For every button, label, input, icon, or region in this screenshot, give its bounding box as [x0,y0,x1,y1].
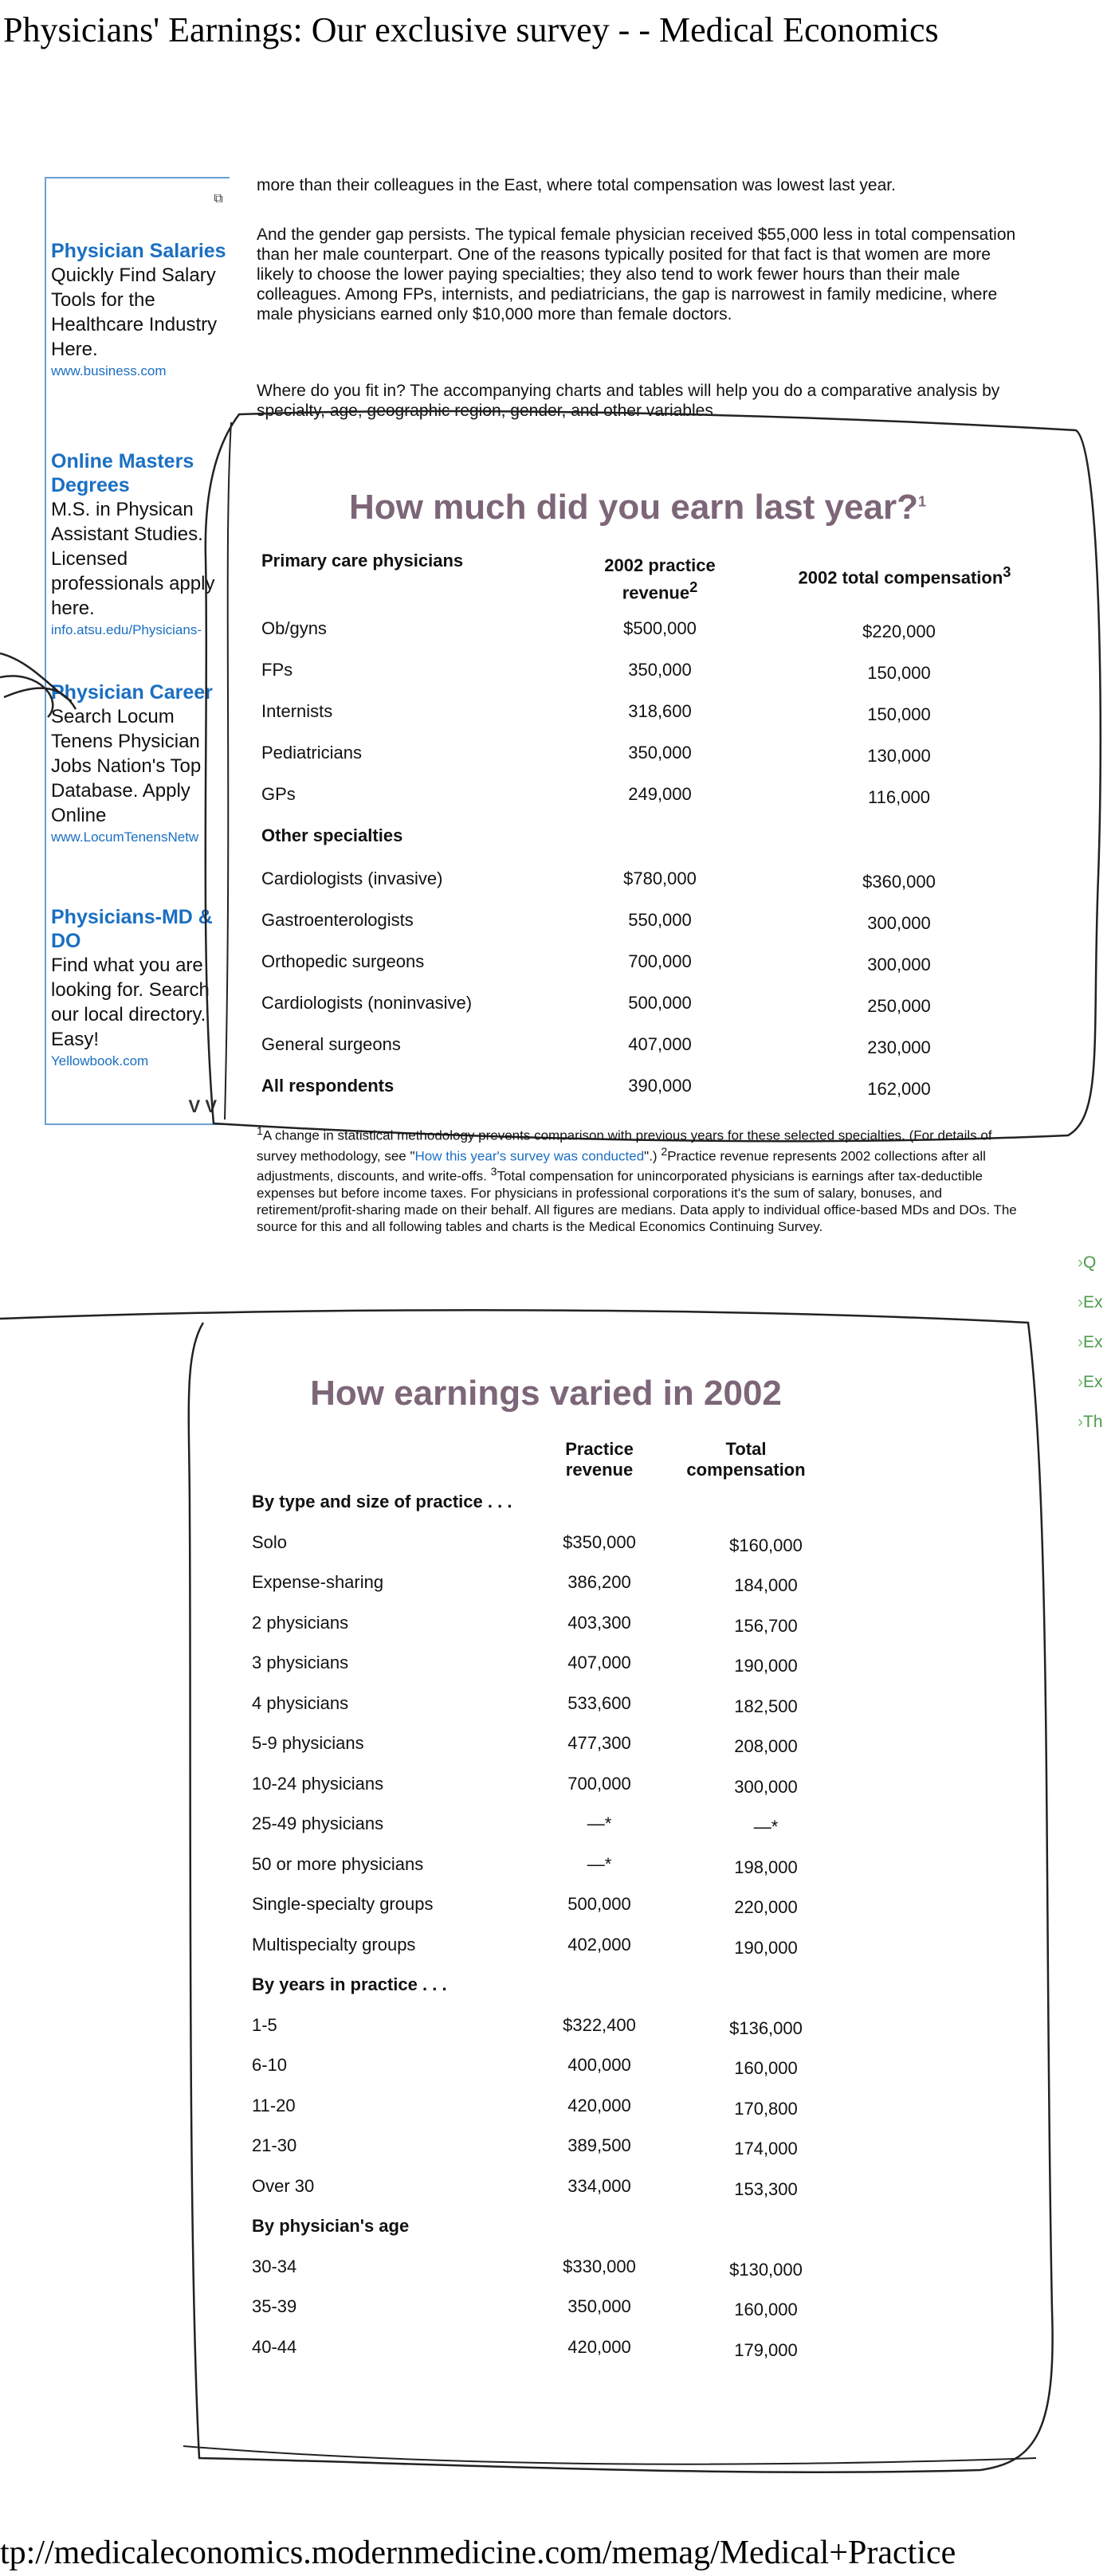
table-row [261,910,1019,942]
ad-physicians-md-do[interactable] [51,905,233,1071]
row-revenue: $500,000 [623,618,697,638]
row-label: Ob/gyns [261,618,327,638]
row-revenue: 350,000 [628,660,692,680]
table2-col-compensation: Total compensation [686,1439,806,1480]
row-label: 10-24 physicians [252,1773,384,1794]
row-revenue: 407,000 [567,1653,631,1672]
row-revenue: 400,000 [567,2055,631,2075]
row-compensation: 150,000 [867,663,931,683]
row-label: Expense-sharing [252,1572,384,1592]
footnote-ref: 2 [661,1145,668,1159]
table-row [252,1693,842,1725]
footnote-ref: 3 [490,1166,497,1179]
row-revenue: 420,000 [567,2095,631,2115]
ad-physician-career[interactable] [51,680,233,847]
table2-section-label: By years in practice . . . [252,1974,447,1994]
survey-methodology-link[interactable]: How this year's survey was conducted [414,1148,645,1164]
row-label: 30-34 [252,2256,297,2276]
row-compensation: 300,000 [867,955,931,974]
table-row [252,2096,842,2127]
row-label: Cardiologists (noninvasive) [261,993,473,1013]
row-label: 21-30 [252,2135,297,2155]
article-paragraph: Where do you fit in? The accompanying charts and tables will help you do a comparative analysis by specialty, age, geographic region, gender, and other variables. [257,382,1000,420]
footnote-text: ".) [644,1148,662,1164]
table-row [252,2135,842,2167]
row-label: Over 30 [252,2175,315,2196]
table-row [261,743,1019,774]
row-label: 2 physicians [252,1612,349,1633]
row-label: Multispecialty groups [252,1934,416,1955]
table-row [252,1813,842,1845]
related-link-label[interactable]: Th [1083,1413,1103,1431]
table-row [252,2176,842,2208]
table1-col-revenue [596,555,724,603]
row-compensation: —* [753,1817,779,1837]
row-compensation: 116,000 [868,787,930,807]
ad-title[interactable]: Physicians-MD & DO [51,906,213,952]
row-label: 35-39 [252,2296,297,2316]
row-label: Cardiologists (invasive) [261,868,443,888]
related-link[interactable] [1078,1362,1115,1402]
table-row-all-respondents [261,1076,1019,1108]
table2-title: How earnings varied in 2002 [310,1374,782,1413]
footnote-text: A change in statistical methodology prevents comparison with previous years for these selected specialties. (For details of survey methodology, see " [257,1127,992,1164]
chevron-right-icon: › [1078,1373,1083,1391]
row-compensation: 198,000 [734,1857,798,1877]
row-revenue: 700,000 [628,951,692,971]
table-row [252,2015,842,2047]
row-label: Solo [252,1531,288,1552]
row-revenue: 402,000 [567,1934,631,1955]
row-compensation: 156,700 [734,1615,798,1636]
col-label: 2002 practice revenue [604,555,716,603]
table-row [252,1935,842,1966]
row-label: 50 or more physicians [252,1853,424,1874]
table-row [261,701,1019,733]
row-revenue: 386,200 [567,1572,631,1592]
row-compensation: 190,000 [734,1656,798,1676]
row-revenue: 420,000 [567,2336,631,2357]
row-compensation: 150,000 [867,704,931,724]
row-revenue: 407,000 [628,1034,692,1054]
footnote-text: Practice revenue represents 2002 collections after all adjustments, discounts, and write-offs. [257,1148,986,1184]
sponsored-links-box [45,177,230,1125]
row-compensation: 160,000 [734,2300,798,2319]
table-row [261,784,1019,816]
row-compensation: 300,000 [867,913,931,933]
table-row [252,1653,842,1684]
related-link-label[interactable]: Ex [1083,1293,1103,1312]
row-revenue: 477,300 [567,1733,631,1753]
ad-description: Quickly Find Salary Tools for the Healthcare Industry Here. [51,265,218,360]
table1-section-other: Other specialties [261,825,403,845]
row-revenue: $780,000 [623,868,697,888]
related-links [1078,1243,1115,1442]
chevron-right-icon: › [1078,1333,1083,1351]
related-link[interactable] [1078,1323,1115,1362]
table-row [252,2337,842,2369]
chevron-right-icon: › [1078,1293,1083,1312]
row-revenue: —* [587,1853,612,1874]
external-window-icon[interactable]: ⧉ [214,192,223,206]
table-row [252,2296,842,2328]
row-compensation: 174,000 [734,2139,798,2158]
row-label: General surgeons [261,1034,401,1054]
ad-online-masters[interactable] [51,449,233,640]
row-revenue: 500,000 [567,1894,631,1914]
row-compensation: $136,000 [729,2017,803,2038]
row-label: Internists [261,701,333,721]
row-revenue: 249,000 [628,784,692,804]
row-compensation: 179,000 [734,2339,798,2360]
page-url-footer: tp://medicaleconomics.modernmedicine.com/memag/Medical+Practice [0,2535,956,2571]
row-revenue: 389,500 [567,2135,631,2155]
row-label: 5-9 physicians [252,1733,364,1753]
table-row [252,1894,842,1926]
row-label: Single-specialty groups [252,1894,434,1914]
row-revenue: 390,000 [628,1076,692,1096]
table-row [261,660,1019,692]
row-label: 1-5 [252,2014,277,2035]
row-revenue: 403,300 [567,1612,631,1633]
table-row [252,1854,842,1886]
row-revenue: —* [587,1813,612,1833]
row-label: GPs [261,784,296,804]
row-compensation: 170,800 [734,2098,798,2119]
article-paragraph: more than their colleagues in the East, where total compensation was lowest last year. [257,176,896,194]
footnote-ref: 1 [917,493,926,510]
table1-footnote [257,1123,1022,1235]
row-compensation: 160,000 [734,2058,798,2078]
table2-section-label: By physician's age [252,2216,410,2236]
table-row [261,993,1019,1025]
row-label: All respondents [261,1076,395,1096]
ad-title[interactable]: Physician Career [51,681,213,704]
more-ads-link[interactable]: V V [188,1096,217,1116]
row-revenue: $322,400 [563,2014,636,2035]
chevron-right-icon: › [1078,1413,1083,1431]
row-label: Gastroenterologists [261,910,414,930]
table2-col-revenue: Practice revenue [565,1439,634,1480]
row-revenue: 334,000 [567,2175,631,2196]
ad-description: Search Locum Tenens Physician Jobs Nation's Top Database. Apply Online [51,706,202,826]
related-link-label[interactable]: Ex [1083,1373,1103,1391]
row-revenue: 500,000 [628,993,692,1013]
ad-url[interactable]: www.LocumTenensNetw [51,829,199,845]
table1-title-text: How much did you earn last year? [349,488,918,527]
article-paragraph: And the gender gap persists. The typical female physician received $55,000 less in total compensation than her male counterpart. One of the reasons typically posited for that fact is that women are more likely to choose the lower paying specialties; they also tend to work fewer hours than their male colleagues. Among FPs, internists, and pediatricians, the gap is narrowest in family medicine, where male physicians earned only $10,000 more than female doctors. [257,225,1016,323]
row-revenue: 533,600 [567,1692,631,1713]
row-compensation: 130,000 [867,746,931,766]
row-compensation: 220,000 [734,1897,798,1917]
row-label: Orthopedic surgeons [261,951,425,971]
row-compensation: 184,000 [734,1575,798,1595]
row-compensation: 162,000 [867,1079,931,1099]
table1-col-compensation [785,561,1024,588]
table-row [252,1613,842,1645]
table-row [261,1034,1019,1066]
row-compensation: $360,000 [862,872,936,892]
table-row [252,1532,842,1564]
ad-title[interactable]: Online Masters Degrees [51,450,194,496]
footnote-ref: 2 [689,578,698,595]
row-compensation: $130,000 [729,2259,803,2280]
row-label: 25-49 physicians [252,1813,384,1833]
table-row [252,1774,842,1806]
chevron-right-icon: › [1078,1253,1083,1272]
row-revenue: 700,000 [567,1773,631,1794]
row-label: 40-44 [252,2336,297,2357]
row-revenue: 350,000 [628,743,692,763]
row-label: 11-20 [252,2095,296,2115]
col-label: 2002 total compensation [798,567,1003,588]
row-revenue: $330,000 [563,2256,636,2276]
ad-description: M.S. in Physican Assistant Studies. Licensed professionals apply here. [51,499,215,619]
row-compensation: 208,000 [734,1736,798,1756]
row-label: 3 physicians [252,1653,349,1672]
table-row [261,868,1019,900]
ad-url[interactable]: info.atsu.edu/Physicians- [51,622,202,637]
table-row [252,1733,842,1765]
row-label: FPs [261,660,293,680]
row-compensation: 230,000 [867,1037,931,1057]
row-compensation: 153,300 [734,2178,798,2199]
row-label: Pediatricians [261,743,362,763]
row-compensation: 182,500 [734,1696,798,1716]
row-revenue: $350,000 [563,1531,636,1552]
table-row [261,951,1019,983]
table2-section-label: By type and size of practice . . . [252,1492,512,1511]
related-link-label[interactable]: Ex [1083,1333,1103,1351]
ad-physician-salaries[interactable] [51,239,233,381]
table1-title [239,488,1036,527]
row-label: 6-10 [252,2055,288,2075]
table-row [252,1572,842,1604]
table1-col-primary-care: Primary care physicians [261,551,464,570]
ad-title[interactable]: Physician Salaries [51,240,226,262]
page-title: Physicians' Earnings: Our exclusive survey - - Medical Economics [3,10,939,49]
row-label: 4 physicians [252,1692,349,1713]
related-link-label[interactable]: Q [1083,1253,1097,1272]
row-compensation: 190,000 [734,1937,798,1958]
row-revenue: 550,000 [628,910,692,930]
related-link[interactable] [1078,1402,1115,1442]
ad-url[interactable]: www.business.com [51,363,167,378]
row-compensation: 300,000 [734,1776,798,1797]
footnote-ref: 3 [1003,563,1011,580]
row-compensation: $220,000 [862,621,936,641]
row-compensation: 250,000 [867,996,931,1016]
table-row [261,618,1019,650]
related-link[interactable] [1078,1243,1115,1283]
row-revenue: 350,000 [567,2296,631,2316]
related-link[interactable] [1078,1283,1115,1323]
table-row [252,2256,842,2288]
row-revenue: 318,600 [628,701,692,721]
ad-description: Find what you are looking for. Search our local directory. Easy! [51,955,210,1050]
footnote-ref: 1 [257,1125,263,1138]
ad-url[interactable]: Yellowbook.com [51,1053,149,1068]
footnote-text: Total compensation for unincorporated physicians is earnings after tax-deductible expenses but before income taxes. For physicians in professional corporations it's the sum of salary, bonuses, and retirement/profit-sharing made on their behalf. All figures are medians. Data apply to individual office-based MDs and DOs. The source for this and all following tables and charts is the Medical Economics Continuing Survey. [257,1168,1017,1234]
table-row [252,2055,842,2087]
row-compensation: $160,000 [729,1535,803,1555]
